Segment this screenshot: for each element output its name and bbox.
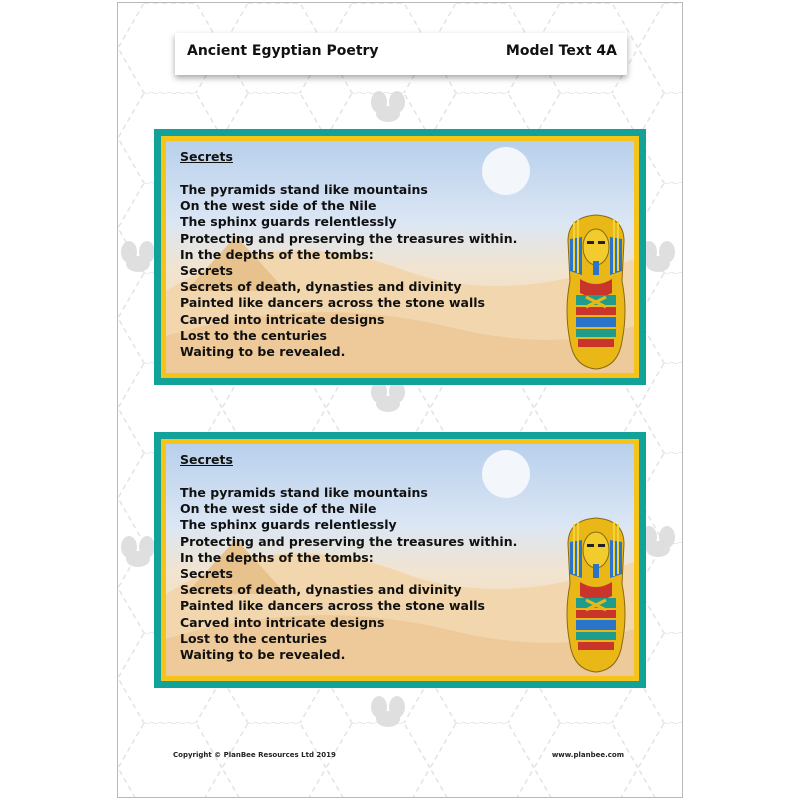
pharaoh-sarcophagus-icon	[562, 514, 630, 674]
poem-line: On the west side of the Nile	[180, 198, 377, 214]
poem-line: Waiting to be revealed.	[180, 647, 346, 663]
website-link[interactable]: www.planbee.com	[551, 751, 624, 759]
worksheet-page	[117, 2, 683, 798]
poem-line: Waiting to be revealed.	[180, 344, 346, 360]
poem-line: Carved into intricate designs	[180, 614, 385, 630]
poem-line: The pyramids stand like mountains	[180, 182, 428, 197]
card-frame	[161, 439, 639, 681]
poem-line: Protecting and preserving the treasures within.	[180, 533, 518, 549]
poem-line: Painted like dancers across the stone walls	[180, 598, 485, 614]
poem-line: Lost to the centuries	[180, 630, 327, 646]
poem-line: Secrets of death, dynasties and divinity	[180, 582, 462, 598]
poem-line: Secrets	[180, 566, 233, 582]
poem-line: The sphinx guards relentlessly	[180, 214, 397, 230]
poem-line: Painted like dancers across the stone walls	[180, 295, 485, 311]
poem-line: Protecting and preserving the treasures within.	[180, 230, 518, 246]
header-bar	[175, 33, 627, 75]
poem-title: Secrets	[180, 452, 233, 467]
poem-line: In the depths of the tombs:	[180, 549, 374, 565]
poem-card-2	[154, 432, 646, 688]
poem-line: In the depths of the tombs:	[180, 246, 374, 262]
poem-card-1	[154, 129, 646, 385]
worksheet-title: Ancient Egyptian Poetry	[187, 43, 379, 59]
model-text-label: Model Text 4A	[505, 43, 617, 59]
poem-line: The sphinx guards relentlessly	[180, 517, 397, 533]
poem-lines	[180, 485, 517, 663]
poem-line: Secrets	[180, 263, 233, 279]
card-frame	[161, 136, 639, 378]
poem-line: On the west side of the Nile	[180, 501, 377, 517]
desert-scene	[166, 444, 634, 676]
poem-line: Lost to the centuries	[180, 327, 327, 343]
desert-scene	[166, 141, 634, 373]
pharaoh-sarcophagus-icon	[562, 211, 630, 371]
poem-line: Secrets of death, dynasties and divinity	[180, 279, 462, 295]
copyright-notice: Copyright © PlanBee Resources Ltd 2019	[173, 751, 336, 759]
poem-lines	[180, 182, 517, 360]
poem-line: Carved into intricate designs	[180, 311, 385, 327]
poem-line: The pyramids stand like mountains	[180, 485, 428, 500]
poem-title: Secrets	[180, 149, 233, 164]
